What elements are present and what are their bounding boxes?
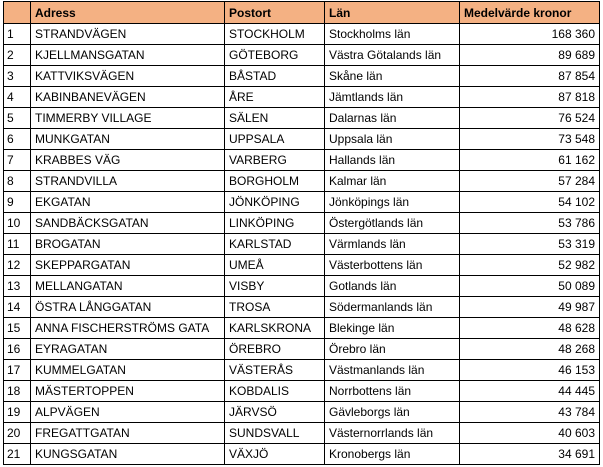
cell-lan: Dalarnas län xyxy=(325,108,460,129)
cell-medelvarde: 50 089 xyxy=(460,276,600,297)
header-rank xyxy=(4,2,31,24)
cell-medelvarde: 57 284 xyxy=(460,171,600,192)
cell-medelvarde: 52 982 xyxy=(460,255,600,276)
header-medelvarde: Medelvärde kronor xyxy=(460,2,600,24)
cell-rank: 4 xyxy=(4,87,31,108)
cell-postort: ÖREBRO xyxy=(225,339,325,360)
table-row xyxy=(4,129,600,150)
cell-rank: 7 xyxy=(4,150,31,171)
table-row xyxy=(4,213,600,234)
cell-lan: Norrbottens län xyxy=(325,381,460,402)
cell-lan: Gotlands län xyxy=(325,276,460,297)
cell-adress: BROGATAN xyxy=(31,234,225,255)
cell-postort: VISBY xyxy=(225,276,325,297)
cell-postort: SÄLEN xyxy=(225,108,325,129)
cell-medelvarde: 34 691 xyxy=(460,444,600,465)
cell-rank: 11 xyxy=(4,234,31,255)
cell-medelvarde: 61 162 xyxy=(460,150,600,171)
cell-postort: ÅRE xyxy=(225,87,325,108)
cell-adress: ALPVÄGEN xyxy=(31,402,225,423)
cell-lan: Örebro län xyxy=(325,339,460,360)
cell-adress: SKEPPARGATAN xyxy=(31,255,225,276)
cell-postort: VARBERG xyxy=(225,150,325,171)
table-body xyxy=(4,24,600,465)
cell-medelvarde: 89 689 xyxy=(460,45,600,66)
cell-medelvarde: 46 153 xyxy=(460,360,600,381)
cell-postort: VÄXJÖ xyxy=(225,444,325,465)
cell-adress: STRANDVÄGEN xyxy=(31,24,225,45)
cell-medelvarde: 168 360 xyxy=(460,24,600,45)
cell-rank: 10 xyxy=(4,213,31,234)
table-row xyxy=(4,87,600,108)
cell-rank: 14 xyxy=(4,297,31,318)
cell-rank: 18 xyxy=(4,381,31,402)
cell-rank: 17 xyxy=(4,360,31,381)
cell-adress: EKGATAN xyxy=(31,192,225,213)
cell-adress: KJELLMANSGATAN xyxy=(31,45,225,66)
cell-rank: 9 xyxy=(4,192,31,213)
cell-medelvarde: 87 818 xyxy=(460,87,600,108)
cell-rank: 8 xyxy=(4,171,31,192)
cell-lan: Kalmar län xyxy=(325,171,460,192)
cell-postort: KARLSKRONA xyxy=(225,318,325,339)
cell-adress: STRANDVILLA xyxy=(31,171,225,192)
cell-lan: Södermanlands län xyxy=(325,297,460,318)
cell-medelvarde: 48 628 xyxy=(460,318,600,339)
table-row xyxy=(4,150,600,171)
cell-medelvarde: 44 445 xyxy=(460,381,600,402)
cell-postort: JÄRVSÖ xyxy=(225,402,325,423)
cell-postort: JÖNKÖPING xyxy=(225,192,325,213)
cell-adress: KRABBES VÄG xyxy=(31,150,225,171)
cell-postort: STOCKHOLM xyxy=(225,24,325,45)
cell-postort: KARLSTAD xyxy=(225,234,325,255)
cell-rank: 21 xyxy=(4,444,31,465)
cell-medelvarde: 53 786 xyxy=(460,213,600,234)
table-row xyxy=(4,276,600,297)
table-row xyxy=(4,360,600,381)
cell-lan: Skåne län xyxy=(325,66,460,87)
cell-postort: BORGHOLM xyxy=(225,171,325,192)
cell-rank: 19 xyxy=(4,402,31,423)
table-row xyxy=(4,45,600,66)
cell-medelvarde: 54 102 xyxy=(460,192,600,213)
table-row xyxy=(4,444,600,465)
cell-adress: SANDBÄCKSGATAN xyxy=(31,213,225,234)
table-row xyxy=(4,66,600,87)
cell-lan: Jämtlands län xyxy=(325,87,460,108)
cell-adress: KATTVIKSVÄGEN xyxy=(31,66,225,87)
cell-adress: ANNA FISCHERSTRÖMS GATA xyxy=(31,318,225,339)
cell-postort: LINKÖPING xyxy=(225,213,325,234)
cell-lan: Västra Götalands län xyxy=(325,45,460,66)
cell-postort: GÖTEBORG xyxy=(225,45,325,66)
cell-rank: 12 xyxy=(4,255,31,276)
table-row xyxy=(4,192,600,213)
cell-medelvarde: 49 987 xyxy=(460,297,600,318)
cell-lan: Uppsala län xyxy=(325,129,460,150)
address-value-table xyxy=(3,1,600,465)
header-lan: Län xyxy=(325,2,460,24)
cell-lan: Stockholms län xyxy=(325,24,460,45)
table-row xyxy=(4,24,600,45)
cell-adress: MELLANGATAN xyxy=(31,276,225,297)
cell-lan: Blekinge län xyxy=(325,318,460,339)
cell-adress: KABINBANEVÄGEN xyxy=(31,87,225,108)
cell-rank: 5 xyxy=(4,108,31,129)
cell-lan: Västerbottens län xyxy=(325,255,460,276)
table-row xyxy=(4,234,600,255)
table-row xyxy=(4,297,600,318)
cell-rank: 15 xyxy=(4,318,31,339)
cell-adress: ÖSTRA LÅNGGATAN xyxy=(31,297,225,318)
cell-postort: SUNDSVALL xyxy=(225,423,325,444)
cell-medelvarde: 87 854 xyxy=(460,66,600,87)
cell-lan: Jönköpings län xyxy=(325,192,460,213)
cell-rank: 2 xyxy=(4,45,31,66)
table-row xyxy=(4,171,600,192)
cell-rank: 3 xyxy=(4,66,31,87)
cell-medelvarde: 53 319 xyxy=(460,234,600,255)
cell-adress: KUMMELGATAN xyxy=(31,360,225,381)
cell-adress: MÄSTERTOPPEN xyxy=(31,381,225,402)
cell-rank: 1 xyxy=(4,24,31,45)
cell-lan: Gävleborgs län xyxy=(325,402,460,423)
cell-rank: 20 xyxy=(4,423,31,444)
table-row xyxy=(4,108,600,129)
cell-lan: Östergötlands län xyxy=(325,213,460,234)
table-row xyxy=(4,423,600,444)
cell-adress: TIMMERBY VILLAGE xyxy=(31,108,225,129)
table-header-row xyxy=(4,2,600,24)
cell-medelvarde: 48 268 xyxy=(460,339,600,360)
cell-lan: Hallands län xyxy=(325,150,460,171)
cell-postort: VÄSTERÅS xyxy=(225,360,325,381)
cell-rank: 13 xyxy=(4,276,31,297)
header-adress: Adress xyxy=(31,2,225,24)
cell-postort: BÅSTAD xyxy=(225,66,325,87)
table-row xyxy=(4,381,600,402)
cell-rank: 6 xyxy=(4,129,31,150)
cell-medelvarde: 43 784 xyxy=(460,402,600,423)
cell-lan: Kronobergs län xyxy=(325,444,460,465)
table-row xyxy=(4,339,600,360)
cell-lan: Västmanlands län xyxy=(325,360,460,381)
cell-adress: FREGATTGATAN xyxy=(31,423,225,444)
cell-postort: UPPSALA xyxy=(225,129,325,150)
cell-medelvarde: 76 524 xyxy=(460,108,600,129)
table-row xyxy=(4,318,600,339)
cell-postort: TROSA xyxy=(225,297,325,318)
cell-lan: Värmlands län xyxy=(325,234,460,255)
header-postort: Postort xyxy=(225,2,325,24)
cell-adress: EYRAGATAN xyxy=(31,339,225,360)
cell-medelvarde: 40 603 xyxy=(460,423,600,444)
cell-lan: Västernorrlands län xyxy=(325,423,460,444)
cell-adress: KUNGSGATAN xyxy=(31,444,225,465)
cell-postort: KOBDALIS xyxy=(225,381,325,402)
cell-medelvarde: 73 548 xyxy=(460,129,600,150)
table-row xyxy=(4,402,600,423)
cell-postort: UMEÅ xyxy=(225,255,325,276)
cell-rank: 16 xyxy=(4,339,31,360)
cell-adress: MUNKGATAN xyxy=(31,129,225,150)
table-row xyxy=(4,255,600,276)
